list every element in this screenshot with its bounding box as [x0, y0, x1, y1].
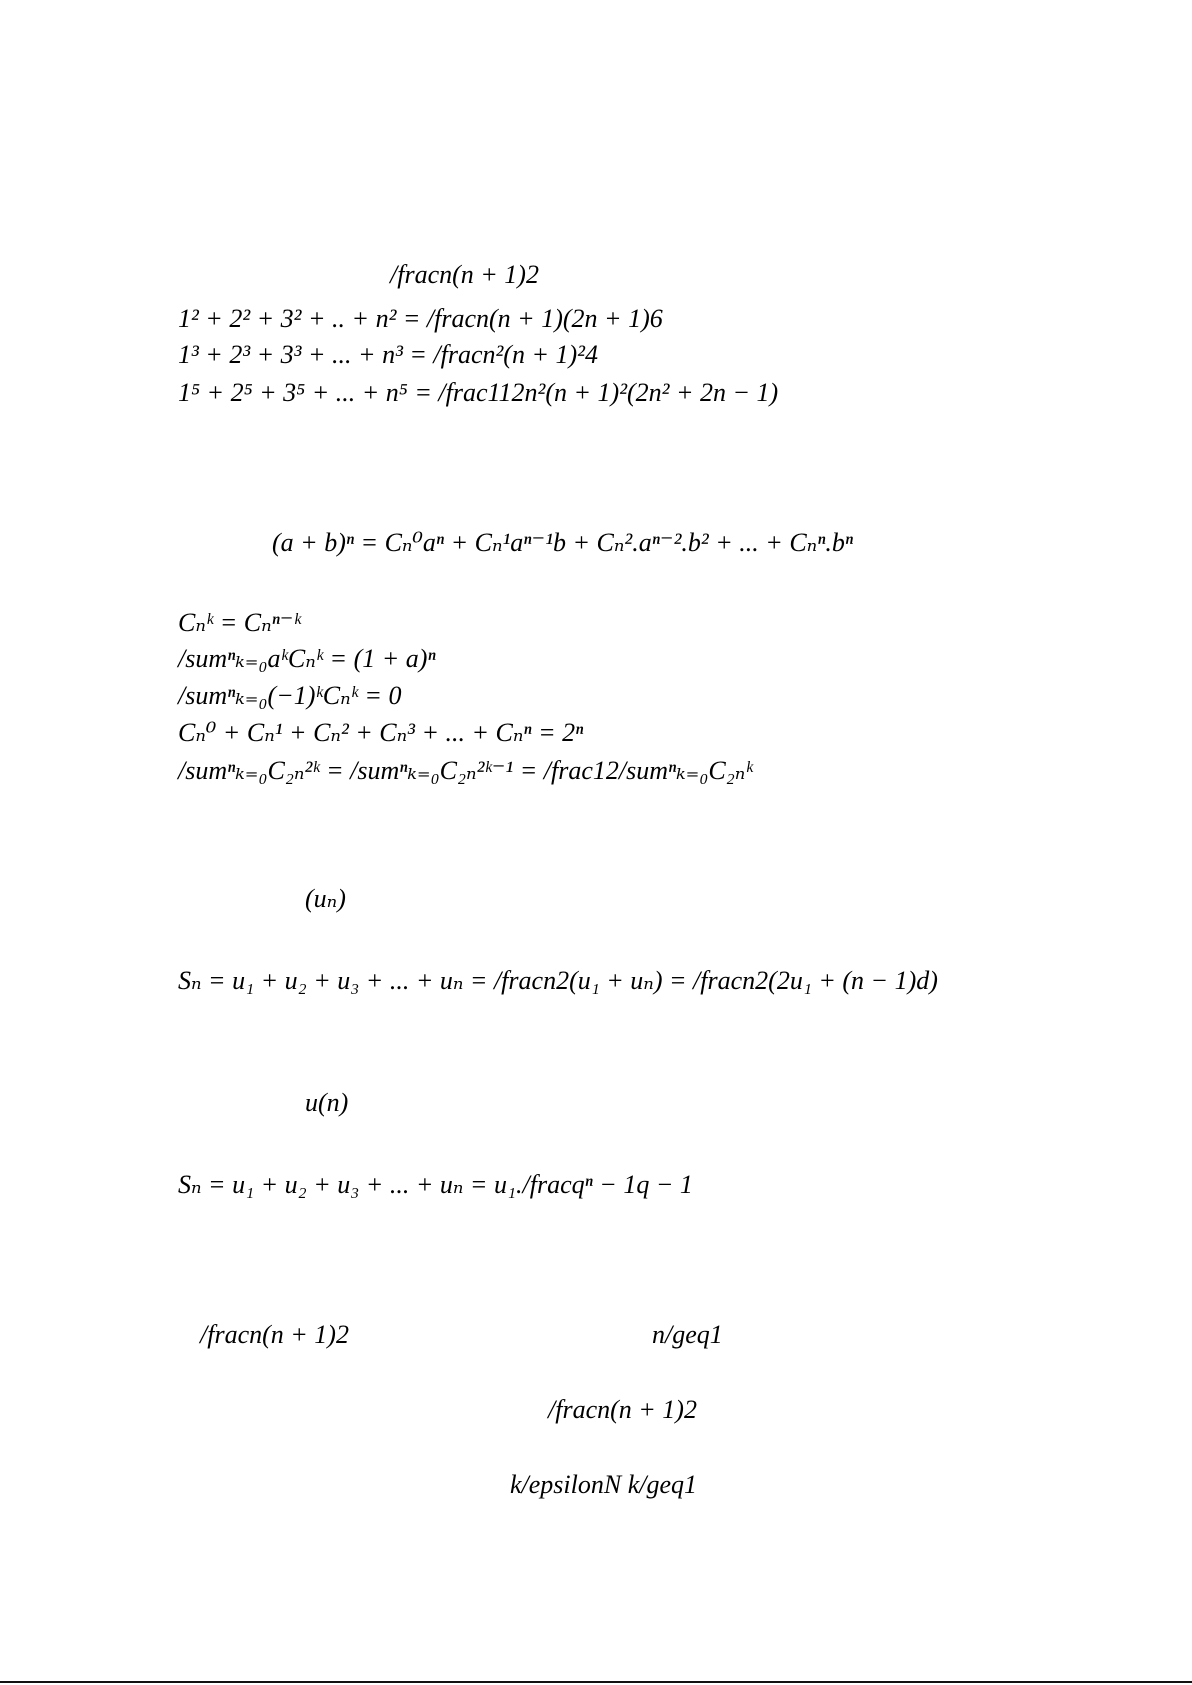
formula-binomial-symmetry: Cₙᵏ = Cₙⁿ⁻ᵏ [178, 608, 301, 637]
formula-binomial-expansion: (a + b)ⁿ = Cₙ⁰aⁿ + Cₙ¹aⁿ⁻¹b + Cₙ².aⁿ⁻².b² + ... + Cₙⁿ.bⁿ [272, 528, 854, 557]
formula-sum-fifth-powers: 1⁵ + 2⁵ + 3⁵ + ... + n⁵ = /frac112n²(n + 1)²(2n² + 2n − 1) [178, 378, 779, 407]
formula-sum-cubes: 1³ + 2³ + 3³ + ... + n³ = /fracn²(n + 1)²4 [178, 340, 598, 369]
page-bottom-rule [0, 1681, 1192, 1683]
formula-arithmetic-sum: Sₙ = u₁ + u₂ + u₃ + ... + uₙ = /fracn2(u₁ + uₙ) = /fracn2(2u₁ + (n − 1)d) [178, 966, 938, 995]
formula-induction-condition: n/geq1 [652, 1320, 723, 1349]
formula-sequence-u-of-n: u(n) [305, 1088, 349, 1117]
formula-geometric-sum: Sₙ = u₁ + u₂ + u₃ + ... + uₙ = u₁./fracqⁿ − 1q − 1 [178, 1170, 693, 1199]
formula-binomial-sum-2n: Cₙ⁰ + Cₙ¹ + Cₙ² + Cₙ³ + ... + Cₙⁿ = 2ⁿ [178, 718, 584, 747]
formula-induction-left: /fracn(n + 1)2 [200, 1320, 349, 1349]
formula-sum-squares: 1² + 2² + 3² + .. + n² = /fracn(n + 1)(2n + 1)6 [178, 304, 663, 333]
formula-binomial-even-odd: /sumⁿₖ₌₀C₂ₙ²ᵏ = /sumⁿₖ₌₀C₂ₙ²ᵏ⁻¹ = /frac12/sumⁿₖ₌₀C₂ₙᵏ [178, 756, 753, 785]
formula-sequence-un: (uₙ) [305, 884, 346, 913]
formula-induction-center: /fracn(n + 1)2 [548, 1395, 697, 1424]
formula-induction-k: k/epsilonN k/geq1 [510, 1470, 698, 1499]
formula-line-1: /fracn(n + 1)2 [390, 260, 539, 289]
formula-binomial-alternating: /sumⁿₖ₌₀(−1)ᵏCₙᵏ = 0 [178, 681, 402, 710]
formula-binomial-sum-a: /sumⁿₖ₌₀aᵏCₙᵏ = (1 + a)ⁿ [178, 644, 436, 673]
